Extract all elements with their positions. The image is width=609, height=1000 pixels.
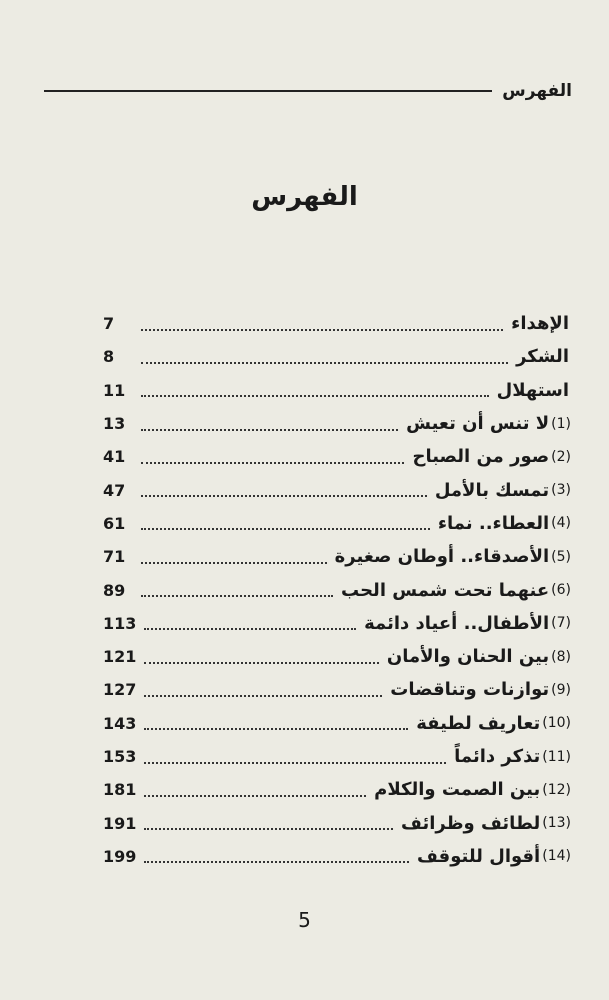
chapter-title: استهلال (496, 379, 569, 401)
chapter-title: لا تنس أن تعيش (406, 413, 550, 435)
chapter-number: (6) (551, 582, 571, 599)
entry-page-number: 8 (103, 347, 115, 367)
chapter-title: بين الحنان والأمان (386, 646, 550, 668)
chapter-title: الشكر (516, 346, 569, 368)
entry-page-number: 7 (103, 314, 115, 334)
dot-leader (144, 828, 393, 830)
toc-entry (103, 440, 571, 473)
dot-leader (141, 562, 327, 564)
dot-leader (144, 762, 446, 764)
entry-page-number: 143 (103, 713, 137, 733)
chapter-number: (5) (551, 548, 571, 565)
chapter-title: صور من الصباح (412, 446, 550, 468)
entry-page-number: 199 (103, 846, 137, 866)
chapter-title: الأصدقاء.. أوطان صغيرة (334, 546, 550, 568)
entry-page-number: 121 (103, 647, 137, 667)
chapter-title: بين الصمت والكلام (374, 779, 541, 801)
chapter-title: العطاء.. نماء (437, 512, 550, 534)
page-title: الفهرس (251, 182, 358, 212)
toc-entry (103, 473, 571, 506)
toc-entry (103, 773, 571, 806)
toc-entry (103, 407, 571, 440)
toc-entry (103, 707, 571, 740)
chapter-number: (13) (542, 815, 571, 832)
chapter-title: تعاريف لطيفة (416, 712, 541, 734)
entry-page-number: 71 (103, 547, 126, 567)
chapter-number: (9) (551, 681, 571, 698)
entry-page-number: 41 (103, 447, 126, 467)
dot-leader (144, 861, 409, 863)
chapter-number: (4) (551, 515, 571, 532)
dot-leader (144, 795, 366, 797)
header-rule (44, 90, 492, 92)
toc-entry (103, 540, 571, 573)
dot-leader (144, 728, 408, 730)
toc-entry (103, 507, 571, 540)
dot-leader (144, 628, 356, 630)
chapter-number: (12) (542, 781, 571, 798)
chapter-number: (1) (551, 415, 571, 432)
entry-page-number: 47 (103, 480, 126, 500)
table-of-contents (103, 307, 571, 873)
chapter-number: (14) (542, 848, 571, 865)
dot-leader (144, 695, 382, 697)
entry-page-number: 113 (103, 613, 137, 633)
dot-leader (141, 462, 404, 464)
entry-page-number: 127 (103, 680, 137, 700)
dot-leader (141, 495, 427, 497)
toc-entry (103, 307, 571, 340)
dot-leader (144, 662, 378, 664)
page-number: 5 (298, 908, 311, 932)
toc-entry (103, 740, 571, 773)
running-head-label: الفهرس (502, 81, 572, 101)
chapter-title: تذكر دائماً (454, 746, 541, 767)
toc-entry (103, 673, 571, 706)
toc-entry (103, 640, 571, 673)
chapter-number: (3) (551, 482, 571, 499)
chapter-number: (11) (542, 748, 571, 765)
entry-page-number: 61 (103, 513, 126, 533)
toc-entry (103, 374, 571, 407)
entry-page-number: 11 (103, 380, 126, 400)
chapter-title: عنهما تحت شمس الحب (341, 579, 550, 601)
dot-leader (141, 528, 430, 530)
dot-leader (141, 362, 508, 364)
entry-page-number: 181 (103, 780, 137, 800)
chapter-number: (8) (551, 648, 571, 665)
toc-entry (103, 573, 571, 606)
chapter-title: توازنات وتناقضات (390, 679, 550, 701)
chapter-title: الأطفال.. أعياد دائمة (364, 612, 550, 634)
toc-entry (103, 840, 571, 873)
chapter-title: لطائف وظرائف (401, 812, 541, 834)
toc-entry (103, 806, 571, 839)
dot-leader (141, 595, 333, 597)
chapter-number: (10) (542, 715, 571, 732)
chapter-number: (7) (551, 615, 571, 632)
toc-entry (103, 340, 571, 373)
chapter-number: (2) (551, 448, 571, 465)
dot-leader (141, 429, 398, 431)
chapter-title: تمسك بالأمل (434, 479, 550, 501)
toc-entry (103, 607, 571, 640)
running-header (44, 80, 572, 102)
entry-page-number: 89 (103, 580, 126, 600)
entry-page-number: 191 (103, 813, 137, 833)
entry-page-number: 13 (103, 414, 126, 434)
chapter-title: الإهداء (511, 313, 569, 335)
chapter-title: أقوال للتوقف (416, 845, 541, 867)
dot-leader (141, 329, 503, 331)
entry-page-number: 153 (103, 747, 137, 766)
dot-leader (141, 395, 489, 397)
